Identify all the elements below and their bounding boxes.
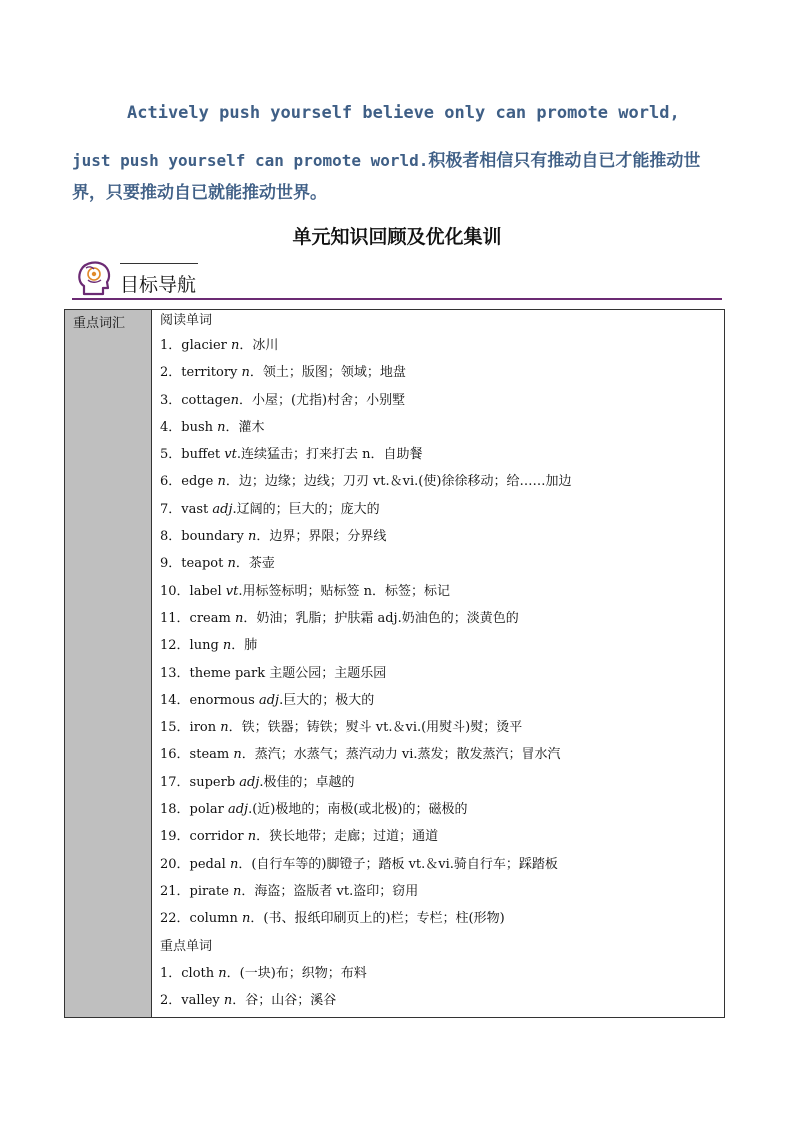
vocab-word: pedal (189, 856, 230, 872)
vocab-word: cottage (181, 392, 231, 408)
vocab-word: theme park (189, 665, 270, 681)
motto-line-1: Actively push yourself believe only can promote world, (127, 103, 680, 123)
vocab-number: 3． (160, 392, 182, 408)
vocab-definition: .辽阔的；巨大的；庞大的 (232, 501, 380, 517)
vocabulary-table (64, 309, 725, 1018)
head-brain-icon (74, 258, 114, 298)
vocab-number: 6． (160, 474, 182, 490)
vocab-number: 20． (160, 856, 190, 872)
vocab-word: pirate (189, 883, 234, 899)
vocab-number: 4． (160, 419, 182, 435)
part-of-speech: n (247, 529, 257, 545)
vocab-word: steam (189, 747, 234, 763)
vocab-item (160, 550, 720, 577)
vocab-definition: ．灌木 (225, 419, 265, 435)
vocab-item (160, 987, 720, 1014)
motto-english: just push yourself can promote world. (72, 151, 429, 170)
vocab-definition: .极佳的；卓越的 (259, 774, 355, 790)
part-of-speech: n (234, 610, 244, 626)
vocab-number: 19． (160, 829, 190, 845)
vocab-item (160, 823, 720, 850)
vocab-word: bush (181, 419, 218, 435)
vocab-word: glacier (181, 338, 231, 353)
part-of-speech: adj (212, 501, 233, 517)
vocab-item (160, 660, 720, 687)
vocab-definition: ．(一块)布；织物；布料 (226, 965, 367, 981)
part-of-speech: adj (239, 774, 260, 790)
part-of-speech: n (217, 419, 226, 435)
part-of-speech: n (233, 883, 242, 899)
part-of-speech: n (227, 556, 236, 572)
part-of-speech: adj (258, 692, 280, 708)
vocab-item (160, 441, 720, 468)
vocab-word: vast (181, 501, 213, 517)
vocab-definition: ．狭长地带；走廊；过道；通道 (256, 829, 439, 845)
vocab-definition: ．冰川 (239, 338, 279, 353)
part-of-speech: n (217, 474, 226, 490)
vocab-item (160, 769, 720, 796)
category-label: 重点词汇 (73, 316, 126, 331)
vocab-definition: ．边；边缘；边线；刀刃 vt.＆vi.(使)徐徐移动；给……加边 (225, 474, 572, 490)
vocab-item (160, 905, 720, 932)
vocab-item (160, 605, 720, 632)
vocab-word: superb (189, 774, 240, 790)
vocab-word: enormous (189, 692, 259, 708)
vocab-number: 15． (160, 720, 190, 736)
vocab-item (160, 632, 720, 659)
vocab-number: 21． (160, 883, 190, 899)
vocab-number: 11． (160, 610, 190, 626)
vocab-item (160, 960, 720, 987)
vocab-word: lung (189, 638, 223, 654)
vocab-number: 12． (160, 638, 190, 654)
vocab-word: column (189, 911, 243, 927)
vocab-number: 16． (160, 747, 190, 763)
vocab-item (160, 359, 720, 386)
vocab-definition: ．奶油；乳脂；护肤霜 adj.奶油色的；淡黄色的 (243, 610, 519, 626)
vocab-item (160, 387, 720, 414)
part-of-speech: n (229, 856, 239, 872)
part-of-speech: n (223, 993, 233, 1009)
vocab-item (160, 851, 720, 878)
vocab-word: polar (189, 802, 228, 818)
vocab-word: corridor (189, 829, 248, 845)
vocab-number: 22． (160, 911, 190, 927)
vocab-item (160, 687, 720, 714)
part-of-speech: vt (224, 447, 237, 463)
vocab-number: 14． (160, 692, 190, 708)
category-cell (65, 310, 152, 1017)
page-title: 单元知识回顾及优化集训 (292, 226, 502, 248)
vocab-definition: .连续猛击；打来打去 n．自助餐 (236, 447, 423, 463)
vocab-definition: ．海盗；盗版者 vt.盗印；窃用 (241, 883, 419, 899)
vocab-definition: 主题公园；主题乐园 (269, 665, 387, 681)
section-divider (72, 298, 722, 300)
part-of-speech: n (218, 965, 227, 981)
vocab-word: valley (181, 993, 224, 1009)
part-of-speech: adj (227, 802, 249, 818)
vocabulary-list (160, 310, 720, 1014)
part-of-speech: vt (225, 583, 239, 599)
vocab-number: 17． (160, 774, 190, 790)
vocab-definition: ．茶壶 (235, 556, 275, 572)
vocab-number: 18． (160, 802, 190, 818)
vocab-item (160, 523, 720, 550)
vocab-word: territory (181, 365, 242, 381)
group-heading: 重点单词 (160, 938, 213, 954)
part-of-speech: n (231, 338, 240, 353)
part-of-speech: n (241, 365, 250, 381)
vocab-definition: ．(书、报纸印刷页上的)栏；专栏；柱(形物) (250, 911, 505, 927)
vocab-number: 2． (160, 993, 182, 1009)
section-heading: 目标导航 (120, 274, 197, 296)
vocab-word: iron (189, 720, 221, 736)
vocab-definition: ．(自行车等的)脚镫子；踏板 vt.＆vi.骑自行车；踩踏板 (238, 856, 558, 872)
group-heading: 阅读单词 (160, 313, 213, 328)
vocab-item (160, 496, 720, 523)
vocab-item (160, 714, 720, 741)
vocab-number: 2． (160, 365, 182, 381)
part-of-speech: n (220, 720, 229, 736)
vocab-number: 9． (160, 556, 182, 572)
vocab-definition: .(近)极地的；南极(或北极)的；磁极的 (248, 802, 468, 818)
vocab-number: 1． (160, 338, 182, 353)
motto-chinese: 积极者相信只有推动自已才能推动世界，只要推动自已就能推动世界。 (72, 151, 701, 203)
vocab-number: 10． (160, 583, 190, 599)
motto-line-2 (72, 145, 722, 209)
vocab-definition: ．肺 (231, 638, 258, 654)
vocab-definition: ．铁；铁器；铸铁；熨斗 vt.＆vi.(用熨斗)熨；烫平 (228, 720, 523, 736)
part-of-speech: n (222, 638, 232, 654)
vocab-item (160, 414, 720, 441)
vocab-definition: ．边界；界限；分界线 (256, 529, 387, 545)
vocab-word: teapot (181, 556, 228, 572)
vocab-item (160, 741, 720, 768)
vocab-number: 1． (160, 965, 182, 981)
vocab-item (160, 332, 720, 359)
vocab-number: 13． (160, 665, 190, 681)
part-of-speech: n (233, 747, 242, 763)
header-overline (120, 263, 198, 264)
part-of-speech: n (247, 829, 257, 845)
vocab-word: cream (189, 610, 235, 626)
vocab-word: cloth (181, 965, 219, 981)
vocab-item (160, 796, 720, 823)
vocab-definition: ．领土；版图；领域；地盘 (249, 365, 406, 381)
part-of-speech: n (242, 911, 251, 927)
vocab-word: edge (181, 474, 218, 490)
vocab-definition: ．蒸汽；水蒸气；蒸汽动力 vi.蒸发；散发蒸汽；冒水汽 (241, 747, 561, 763)
vocab-word: boundary (181, 529, 248, 545)
vocab-number: 7． (160, 501, 182, 517)
vocab-definition: .巨大的；极大的 (279, 692, 375, 708)
vocab-item (160, 468, 720, 495)
vocab-definition: .用标签标明；贴标签 n．标签；标记 (238, 583, 450, 599)
vocab-word: label (189, 583, 226, 599)
section-header (72, 258, 722, 300)
vocab-number: 8． (160, 529, 182, 545)
vocab-item (160, 578, 720, 605)
vocab-definition: ．谷；山谷；溪谷 (232, 993, 337, 1009)
part-of-speech: n (230, 392, 239, 408)
vocab-word: buffet (181, 447, 225, 463)
vocab-definition: ．小屋；(尤指)村舍；小别墅 (238, 392, 406, 408)
vocab-item (160, 878, 720, 905)
vocab-number: 5． (160, 447, 182, 463)
